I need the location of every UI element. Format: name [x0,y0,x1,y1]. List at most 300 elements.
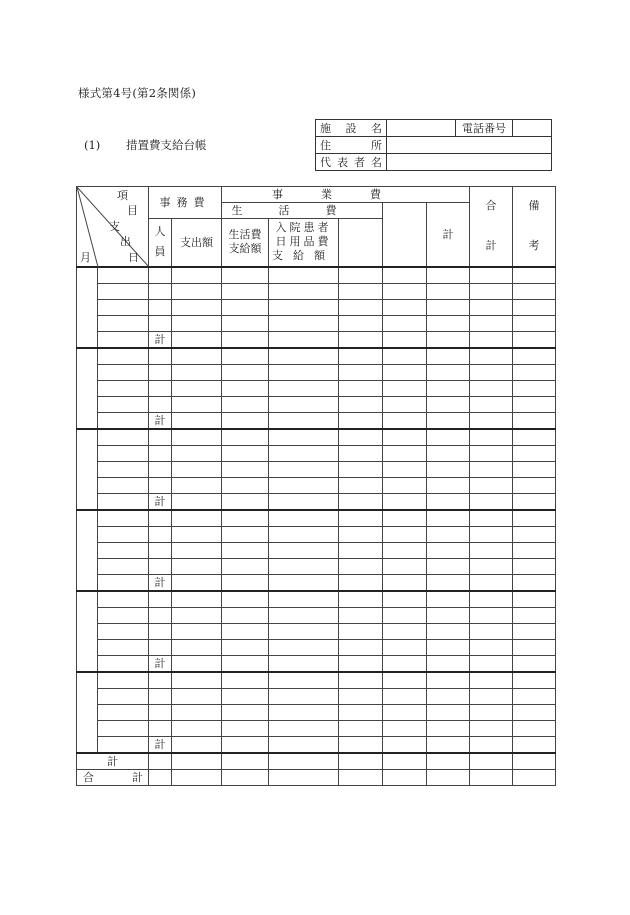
amount-cell[interactable] [427,299,470,315]
amount-cell[interactable] [172,445,222,461]
amount-cell[interactable] [383,526,427,542]
amount-cell[interactable] [339,331,383,348]
amount-cell[interactable] [172,412,222,429]
amount-cell[interactable] [470,493,513,510]
amount-cell[interactable] [513,720,556,736]
amount-cell[interactable] [513,736,556,753]
amount-cell[interactable] [383,688,427,704]
amount-cell[interactable] [149,672,172,689]
amount-cell[interactable] [513,639,556,655]
amount-cell[interactable] [383,607,427,623]
month-cell[interactable] [77,429,98,510]
amount-cell[interactable] [427,315,470,331]
day-cell[interactable] [98,315,149,331]
amount-cell[interactable] [172,380,222,396]
day-cell[interactable] [98,672,149,689]
amount-cell[interactable] [513,299,556,315]
amount-cell[interactable] [269,477,339,493]
day-cell[interactable] [98,445,149,461]
day-cell[interactable] [98,331,149,348]
amount-cell[interactable] [149,299,172,315]
amount-cell[interactable] [149,558,172,574]
amount-cell[interactable] [339,720,383,736]
day-cell[interactable] [98,364,149,380]
amount-cell[interactable] [470,574,513,591]
amount-cell[interactable] [383,267,427,284]
amount-cell[interactable] [222,445,269,461]
amount-cell[interactable] [513,591,556,608]
amount-cell[interactable] [149,623,172,639]
amount-cell[interactable] [172,396,222,412]
amount-cell[interactable] [470,623,513,639]
amount-cell[interactable] [383,591,427,608]
amount-cell[interactable] [172,493,222,510]
amount-cell[interactable] [149,720,172,736]
amount-cell[interactable] [513,623,556,639]
amount-cell[interactable] [222,510,269,527]
amount-cell[interactable] [513,348,556,365]
amount-cell[interactable] [513,315,556,331]
amount-cell[interactable] [269,542,339,558]
amount-cell[interactable] [339,510,383,527]
amount-cell[interactable] [222,639,269,655]
amount-cell[interactable] [383,704,427,720]
amount-cell[interactable] [383,639,427,655]
day-cell[interactable] [98,412,149,429]
amount-cell[interactable] [222,769,269,785]
amount-cell[interactable] [513,493,556,510]
amount-cell[interactable] [427,558,470,574]
amount-cell[interactable] [269,493,339,510]
amount-cell[interactable] [383,477,427,493]
amount-cell[interactable] [269,315,339,331]
day-cell[interactable] [98,493,149,510]
amount-cell[interactable] [222,704,269,720]
amount-cell[interactable] [339,380,383,396]
amount-cell[interactable] [383,364,427,380]
amount-cell[interactable] [470,477,513,493]
amount-cell[interactable] [172,348,222,365]
amount-cell[interactable] [470,331,513,348]
amount-cell[interactable] [513,558,556,574]
amount-cell[interactable] [383,736,427,753]
amount-cell[interactable] [269,461,339,477]
amount-cell[interactable] [149,267,172,284]
amount-cell[interactable] [149,526,172,542]
amount-cell[interactable] [470,283,513,299]
amount-cell[interactable] [172,704,222,720]
amount-cell[interactable] [269,720,339,736]
amount-cell[interactable] [269,769,339,785]
amount-cell[interactable] [269,558,339,574]
amount-cell[interactable] [339,655,383,672]
amount-cell[interactable] [470,558,513,574]
amount-cell[interactable] [269,607,339,623]
day-cell[interactable] [98,380,149,396]
amount-cell[interactable] [149,396,172,412]
amount-cell[interactable] [383,493,427,510]
amount-cell[interactable] [269,672,339,689]
amount-cell[interactable] [513,364,556,380]
day-cell[interactable] [98,574,149,591]
amount-cell[interactable] [222,753,269,770]
amount-cell[interactable] [172,558,222,574]
amount-cell[interactable] [172,331,222,348]
day-cell[interactable] [98,591,149,608]
amount-cell[interactable] [149,315,172,331]
amount-cell[interactable] [427,493,470,510]
month-cell[interactable] [77,267,98,348]
amount-cell[interactable] [470,348,513,365]
amount-cell[interactable] [427,283,470,299]
amount-cell[interactable] [269,639,339,655]
amount-cell[interactable] [222,364,269,380]
day-cell[interactable] [98,542,149,558]
amount-cell[interactable] [470,607,513,623]
amount-cell[interactable] [222,493,269,510]
amount-cell[interactable] [383,299,427,315]
amount-cell[interactable] [339,315,383,331]
amount-cell[interactable] [470,412,513,429]
amount-cell[interactable] [269,591,339,608]
amount-cell[interactable] [172,510,222,527]
amount-cell[interactable] [427,526,470,542]
amount-cell[interactable] [427,623,470,639]
amount-cell[interactable] [513,607,556,623]
amount-cell[interactable] [383,510,427,527]
amount-cell[interactable] [513,769,556,785]
amount-cell[interactable] [383,461,427,477]
amount-cell[interactable] [172,299,222,315]
amount-cell[interactable] [513,267,556,284]
amount-cell[interactable] [339,283,383,299]
amount-cell[interactable] [470,461,513,477]
amount-cell[interactable] [222,380,269,396]
amount-cell[interactable] [222,542,269,558]
amount-cell[interactable] [222,672,269,689]
amount-cell[interactable] [470,429,513,446]
amount-cell[interactable] [172,639,222,655]
amount-cell[interactable] [383,429,427,446]
amount-cell[interactable] [427,364,470,380]
amount-cell[interactable] [383,655,427,672]
amount-cell[interactable] [149,688,172,704]
amount-cell[interactable] [172,591,222,608]
amount-cell[interactable] [470,396,513,412]
day-cell[interactable] [98,607,149,623]
amount-cell[interactable] [383,396,427,412]
day-cell[interactable] [98,283,149,299]
day-cell[interactable] [98,510,149,527]
amount-cell[interactable] [427,672,470,689]
amount-cell[interactable] [427,348,470,365]
amount-cell[interactable] [383,769,427,785]
address-field[interactable] [387,137,552,154]
amount-cell[interactable] [149,461,172,477]
amount-cell[interactable] [269,429,339,446]
amount-cell[interactable] [513,526,556,542]
amount-cell[interactable] [172,655,222,672]
amount-cell[interactable] [470,364,513,380]
month-cell[interactable] [77,348,98,429]
amount-cell[interactable] [339,267,383,284]
amount-cell[interactable] [149,639,172,655]
day-cell[interactable] [98,688,149,704]
day-cell[interactable] [98,348,149,365]
amount-cell[interactable] [513,445,556,461]
amount-cell[interactable] [269,526,339,542]
amount-cell[interactable] [222,607,269,623]
amount-cell[interactable] [339,477,383,493]
amount-cell[interactable] [222,736,269,753]
day-cell[interactable] [98,461,149,477]
amount-cell[interactable] [222,574,269,591]
amount-cell[interactable] [339,412,383,429]
amount-cell[interactable] [470,591,513,608]
day-cell[interactable] [98,558,149,574]
amount-cell[interactable] [149,510,172,527]
amount-cell[interactable] [172,429,222,446]
amount-cell[interactable] [513,510,556,527]
amount-cell[interactable] [222,299,269,315]
amount-cell[interactable] [149,753,172,770]
amount-cell[interactable] [427,510,470,527]
amount-cell[interactable] [339,445,383,461]
amount-cell[interactable] [339,574,383,591]
amount-cell[interactable] [427,607,470,623]
amount-cell[interactable] [172,574,222,591]
amount-cell[interactable] [383,574,427,591]
amount-cell[interactable] [339,639,383,655]
day-cell[interactable] [98,477,149,493]
amount-cell[interactable] [470,672,513,689]
amount-cell[interactable] [427,331,470,348]
day-cell[interactable] [98,267,149,284]
amount-cell[interactable] [172,461,222,477]
amount-cell[interactable] [427,720,470,736]
phone-field[interactable] [513,120,552,137]
amount-cell[interactable] [427,591,470,608]
amount-cell[interactable] [222,526,269,542]
amount-cell[interactable] [427,396,470,412]
amount-cell[interactable] [269,331,339,348]
amount-cell[interactable] [172,623,222,639]
amount-cell[interactable] [269,364,339,380]
amount-cell[interactable] [339,688,383,704]
amount-cell[interactable] [222,429,269,446]
amount-cell[interactable] [427,267,470,284]
amount-cell[interactable] [383,283,427,299]
amount-cell[interactable] [339,429,383,446]
day-cell[interactable] [98,736,149,753]
amount-cell[interactable] [383,380,427,396]
amount-cell[interactable] [149,477,172,493]
amount-cell[interactable] [149,364,172,380]
amount-cell[interactable] [269,704,339,720]
amount-cell[interactable] [427,380,470,396]
amount-cell[interactable] [427,477,470,493]
amount-cell[interactable] [470,769,513,785]
day-cell[interactable] [98,429,149,446]
day-cell[interactable] [98,299,149,315]
amount-cell[interactable] [339,396,383,412]
amount-cell[interactable] [513,429,556,446]
amount-cell[interactable] [470,299,513,315]
amount-cell[interactable] [222,720,269,736]
amount-cell[interactable] [470,526,513,542]
amount-cell[interactable] [383,348,427,365]
amount-cell[interactable] [149,607,172,623]
amount-cell[interactable] [383,331,427,348]
amount-cell[interactable] [222,461,269,477]
amount-cell[interactable] [383,412,427,429]
amount-cell[interactable] [470,688,513,704]
amount-cell[interactable] [222,315,269,331]
amount-cell[interactable] [339,493,383,510]
amount-cell[interactable] [427,574,470,591]
amount-cell[interactable] [269,688,339,704]
amount-cell[interactable] [513,283,556,299]
amount-cell[interactable] [222,267,269,284]
amount-cell[interactable] [172,364,222,380]
amount-cell[interactable] [339,672,383,689]
amount-cell[interactable] [339,542,383,558]
amount-cell[interactable] [470,267,513,284]
amount-cell[interactable] [172,736,222,753]
amount-cell[interactable] [222,283,269,299]
amount-cell[interactable] [172,753,222,770]
amount-cell[interactable] [172,672,222,689]
amount-cell[interactable] [172,526,222,542]
month-cell[interactable] [77,591,98,672]
amount-cell[interactable] [470,510,513,527]
amount-cell[interactable] [172,542,222,558]
amount-cell[interactable] [470,753,513,770]
amount-cell[interactable] [339,704,383,720]
amount-cell[interactable] [470,445,513,461]
amount-cell[interactable] [172,607,222,623]
amount-cell[interactable] [383,542,427,558]
amount-cell[interactable] [149,542,172,558]
amount-cell[interactable] [172,283,222,299]
representative-field[interactable] [387,154,552,171]
amount-cell[interactable] [222,348,269,365]
amount-cell[interactable] [269,736,339,753]
amount-cell[interactable] [269,348,339,365]
amount-cell[interactable] [339,607,383,623]
amount-cell[interactable] [222,591,269,608]
amount-cell[interactable] [269,412,339,429]
amount-cell[interactable] [513,688,556,704]
facility-name-field[interactable] [387,120,456,137]
amount-cell[interactable] [269,267,339,284]
amount-cell[interactable] [470,639,513,655]
amount-cell[interactable] [149,348,172,365]
amount-cell[interactable] [269,283,339,299]
amount-cell[interactable] [149,283,172,299]
day-cell[interactable] [98,526,149,542]
amount-cell[interactable] [149,445,172,461]
day-cell[interactable] [98,639,149,655]
day-cell[interactable] [98,623,149,639]
amount-cell[interactable] [269,753,339,770]
amount-cell[interactable] [269,623,339,639]
amount-cell[interactable] [427,753,470,770]
amount-cell[interactable] [222,558,269,574]
amount-cell[interactable] [513,477,556,493]
amount-cell[interactable] [222,412,269,429]
amount-cell[interactable] [269,655,339,672]
amount-cell[interactable] [470,315,513,331]
amount-cell[interactable] [427,736,470,753]
month-cell[interactable] [77,510,98,591]
amount-cell[interactable] [383,445,427,461]
amount-cell[interactable] [172,720,222,736]
day-cell[interactable] [98,704,149,720]
amount-cell[interactable] [427,445,470,461]
amount-cell[interactable] [470,542,513,558]
amount-cell[interactable] [339,558,383,574]
amount-cell[interactable] [513,461,556,477]
amount-cell[interactable] [339,591,383,608]
amount-cell[interactable] [339,769,383,785]
amount-cell[interactable] [269,510,339,527]
amount-cell[interactable] [513,412,556,429]
amount-cell[interactable] [513,380,556,396]
amount-cell[interactable] [172,315,222,331]
amount-cell[interactable] [383,623,427,639]
amount-cell[interactable] [427,429,470,446]
amount-cell[interactable] [172,769,222,785]
amount-cell[interactable] [339,348,383,365]
amount-cell[interactable] [339,753,383,770]
amount-cell[interactable] [172,267,222,284]
amount-cell[interactable] [513,753,556,770]
amount-cell[interactable] [513,542,556,558]
amount-cell[interactable] [149,591,172,608]
amount-cell[interactable] [427,542,470,558]
amount-cell[interactable] [269,574,339,591]
amount-cell[interactable] [513,396,556,412]
amount-cell[interactable] [269,445,339,461]
month-cell[interactable] [77,672,98,753]
amount-cell[interactable] [427,704,470,720]
amount-cell[interactable] [470,720,513,736]
amount-cell[interactable] [222,477,269,493]
amount-cell[interactable] [339,736,383,753]
amount-cell[interactable] [470,704,513,720]
amount-cell[interactable] [427,655,470,672]
amount-cell[interactable] [427,461,470,477]
amount-cell[interactable] [222,331,269,348]
day-cell[interactable] [98,720,149,736]
amount-cell[interactable] [269,380,339,396]
amount-cell[interactable] [427,769,470,785]
amount-cell[interactable] [513,574,556,591]
amount-cell[interactable] [513,331,556,348]
amount-cell[interactable] [222,688,269,704]
amount-cell[interactable] [339,461,383,477]
amount-cell[interactable] [427,688,470,704]
amount-cell[interactable] [470,736,513,753]
amount-cell[interactable] [383,315,427,331]
amount-cell[interactable] [172,477,222,493]
day-cell[interactable] [98,396,149,412]
amount-cell[interactable] [222,655,269,672]
amount-cell[interactable] [172,688,222,704]
amount-cell[interactable] [470,380,513,396]
amount-cell[interactable] [222,396,269,412]
